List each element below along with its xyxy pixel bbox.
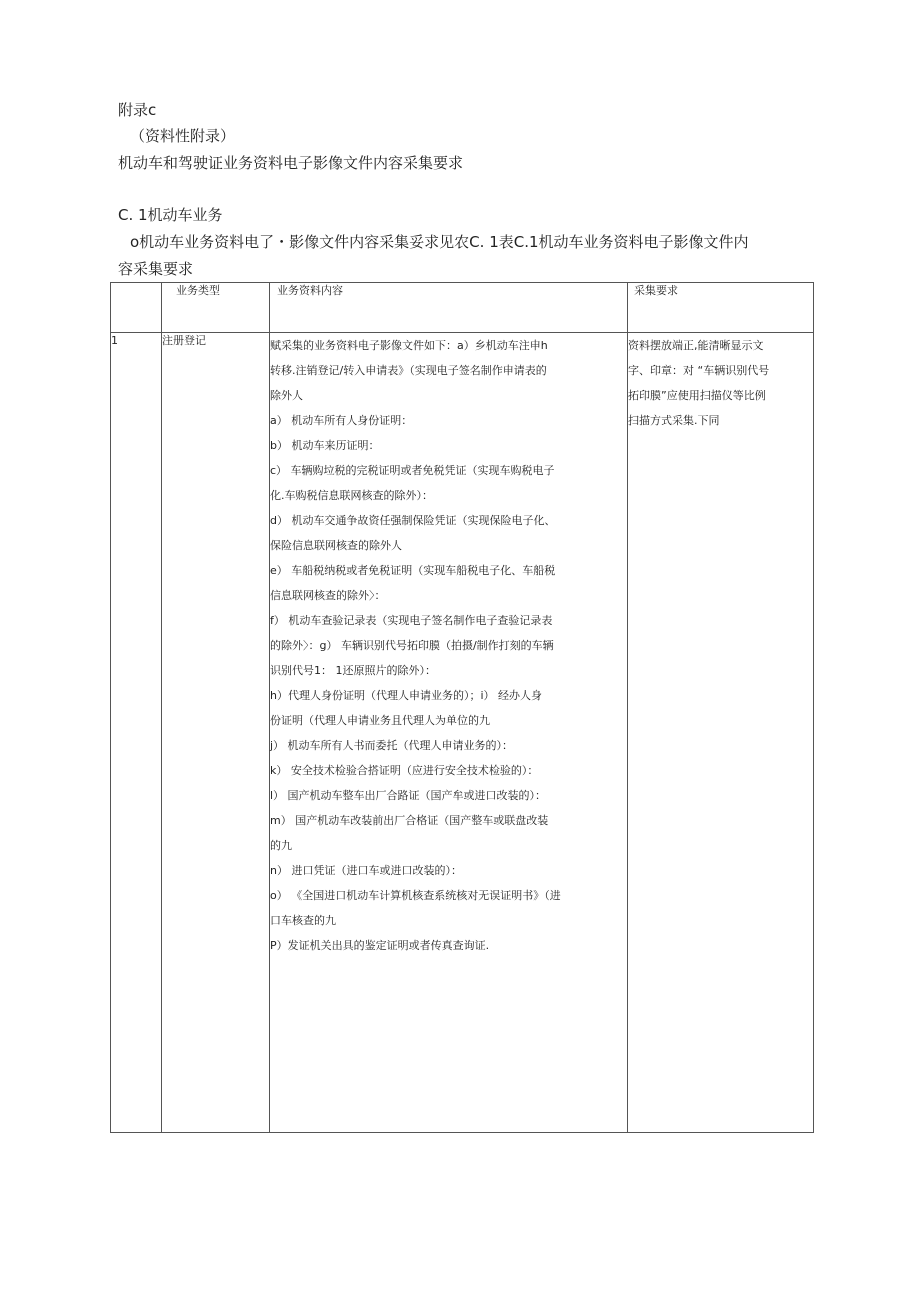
- content-line: d） 机动车交通争故资任强制保险凭证（实现保险电子化、: [270, 514, 556, 527]
- header-index: [111, 283, 162, 333]
- content-line: 识别代号1： 1还原照片的除外）：: [270, 664, 436, 677]
- header-business-type: 业务类型: [162, 283, 270, 333]
- requirement-line: 字、印章：对 “车辆识别代号: [628, 364, 770, 377]
- content-line: c） 车辆购垃税的完税证明或者免税凭证（实现车购税电子: [270, 464, 555, 477]
- intro-line-2: 容采集要求: [118, 260, 194, 278]
- content-line: o） 《全国进口机动车计算机核查系统核对无误证明书》（进: [270, 889, 561, 902]
- content-line: 化.车购税信息联网核查的除外）：: [270, 489, 433, 502]
- content-line: k） 安全技术检验合搭证明（应进行安全技术检验的）：: [270, 764, 539, 777]
- section-heading: C. 1机动车业务: [118, 206, 223, 224]
- content-line: f） 机动车查验记录表（实现电子签名制作电子查验记录表: [270, 614, 553, 627]
- content-line: 除外人: [270, 389, 303, 402]
- requirement-line: 资料摆放端正,能清晰显示文: [628, 339, 764, 352]
- requirements-table: [110, 282, 814, 1133]
- content-line: h）代理人身份证明（代理人申请业务的）；i） 经办人身: [270, 689, 543, 702]
- content-line: 信息联网核查的除外〉：: [270, 589, 386, 602]
- appendix-label: 附录c: [118, 101, 157, 119]
- content-line: m） 国产机动车改装前出厂合格证（国产整车或联盘改装: [270, 814, 549, 827]
- row-business-type: 注册登记: [162, 333, 270, 1133]
- content-line: 赋采集的业务资料电子影像文件如下：a）乡机动车注申h: [270, 339, 548, 352]
- intro-line-1: o机动车业务资料电了・影像文件内容采集妥求见农C. 1表C.1机动车业务资料电子影像文件内: [130, 233, 749, 251]
- content-line: 的除外〉：g） 车辆识别代号拓印膜（拍摄/制作打刻的车辆: [270, 639, 554, 652]
- content-line: b） 机动车来历证明：: [270, 439, 380, 452]
- appendix-type: （资料性附录）: [130, 127, 236, 145]
- header-material-content: 业务资料内容: [270, 283, 628, 333]
- table-header-row: [111, 283, 814, 333]
- content-line: 转移.注销登记/转入申请表》（实现电子签名制作申请表的: [270, 364, 547, 377]
- content-line: 口车核查的九: [270, 914, 336, 927]
- row-index: 1: [111, 333, 162, 1133]
- row-material-content: [270, 333, 628, 1133]
- content-line: l） 国产机动车整车出厂合路证（国产牟或进口改装的）：: [270, 789, 547, 802]
- requirement-line: 拓印膜”应使用扫描仪等比例: [628, 389, 766, 402]
- content-line: e） 车船税纳税或者免税证明（实现车船税电子化、车船税: [270, 564, 556, 577]
- content-line: a） 机动车所有人身份证明：: [270, 414, 413, 427]
- content-line: 份证明（代理人申请业务且代理人为单位的九: [270, 714, 490, 727]
- table-row: [111, 333, 814, 1133]
- row-collection-requirements: [628, 333, 814, 1133]
- header-collection-requirements: 采集要求: [628, 283, 814, 333]
- content-line: n） 进口凭证（进口车或进口改装的）：: [270, 864, 462, 877]
- content-line: j） 机动车所有人书而委托（代理人申请业务的）：: [270, 739, 514, 752]
- content-line: P）发证机关出具的鉴定证明或者传真查询证.: [270, 939, 490, 952]
- document-title: 机动车和驾驶证业务资料电子影像文件内容采集要求: [118, 154, 464, 172]
- content-line: 保险信息联网核查的除外人: [270, 539, 402, 552]
- content-line: 的九: [270, 839, 292, 852]
- requirement-line: 扫描方式采集.下同: [628, 414, 720, 427]
